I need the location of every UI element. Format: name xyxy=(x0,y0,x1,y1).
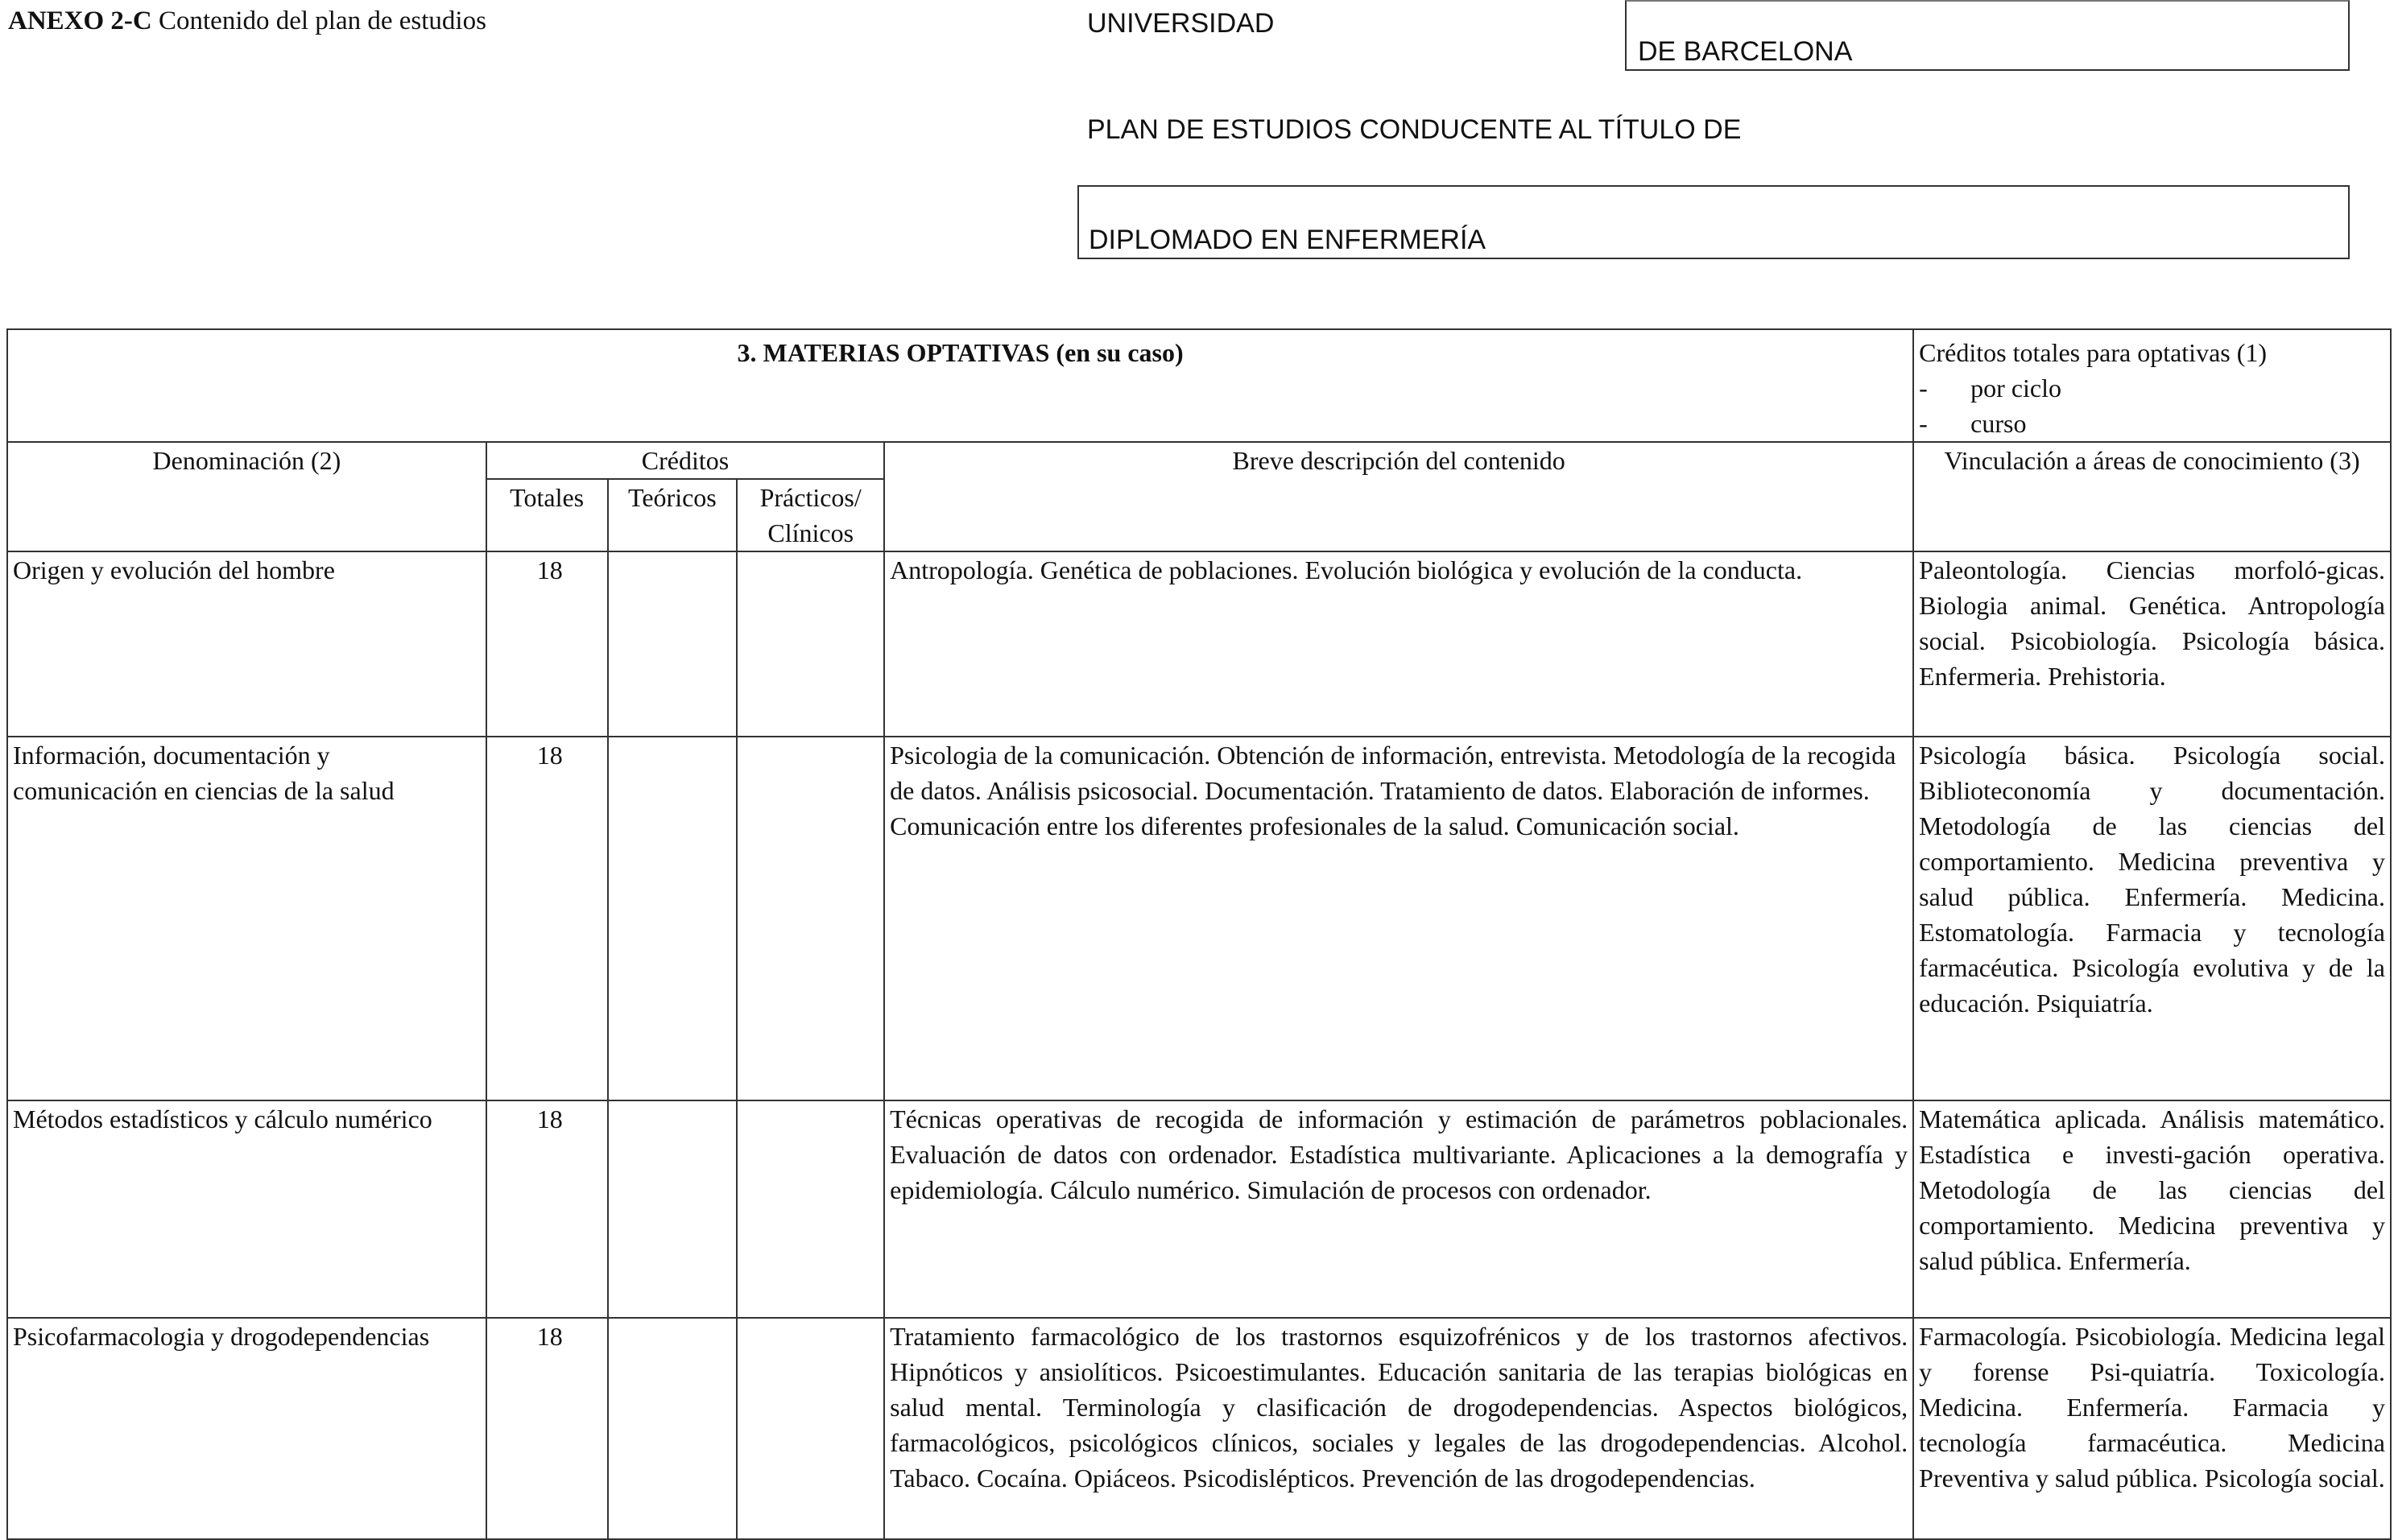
header-teoricos: Teóricos xyxy=(608,479,738,551)
header-creditos: Créditos xyxy=(486,442,884,479)
degree-title: DIPLOMADO EN ENFERMERÍA xyxy=(1089,225,1486,255)
row-teoricos xyxy=(608,1100,738,1318)
row-denominacion: Métodos estadísticos y cálculo numérico xyxy=(7,1100,486,1318)
row-denominacion: Psicofarmacologia y drogodependencias xyxy=(7,1318,486,1539)
row-teoricos xyxy=(608,1318,738,1539)
table-row xyxy=(7,551,2391,737)
row-practicos xyxy=(737,737,884,1100)
row-descripcion: Psicologia de la comunicación. Obtención de información, entrevista. Metodología de la recogida de datos. Análisis psicosocial. Documentación. Tratamiento de datos. Elaboración de informes. Comunicación entre los diferentes profesionales de la salud. Comunicación social. xyxy=(884,737,1913,1100)
plan-label: PLAN DE ESTUDIOS CONDUCENTE AL TÍTULO DE xyxy=(1087,114,1742,145)
row-descripcion: Técnicas operativas de recogida de información y estimación de parámetros poblacionales. Evaluación de datos con ordenador. Estadística multivariante. Aplicaciones a la demografía y epidemiología. Cálculo numérico. Simulación de procesos con ordenador. xyxy=(884,1100,1913,1318)
row-vinculacion: Psicología básica. Psicología social. Biblioteconomía y documentación. Metodología de las ciencias del comportamiento. Medicina preventiva y salud pública. Enfermería. Medicina. Estomatología. Farmacia y tecnología farmacéutica. Psicología evolutiva y de la educación. Psiquiatría. xyxy=(1913,737,2391,1100)
header-practicos: Prácticos/ Clínicos xyxy=(737,479,884,551)
row-denominacion: Información, documentación y comunicación en ciencias de la salud xyxy=(7,737,486,1100)
university-name: DE BARCELONA xyxy=(1638,36,1853,67)
total-credits-list xyxy=(1919,370,2385,441)
row-vinculacion: Matemática aplicada. Análisis matemático. Estadística e investi-gación operativa. Metodología de las ciencias del comportamiento. Medicina preventiva y salud pública. Enfermería. xyxy=(1913,1100,2391,1318)
header-vinculacion: Vinculación a áreas de conocimiento (3) xyxy=(1913,442,2391,551)
row-totales: 18 xyxy=(486,551,608,737)
table-row xyxy=(7,1100,2391,1318)
optional-subjects-table xyxy=(6,328,2392,1540)
row-teoricos xyxy=(608,551,738,737)
table-title-row xyxy=(7,329,2391,442)
row-totales: 18 xyxy=(486,1100,608,1318)
table-row xyxy=(7,737,2391,1100)
degree-title-box xyxy=(1077,185,2350,259)
row-denominacion: Origen y evolución del hombre xyxy=(7,551,486,737)
row-totales: 18 xyxy=(486,1318,608,1539)
row-totales: 18 xyxy=(486,737,608,1100)
row-vinculacion: Farmacología. Psicobiología. Medicina legal y forense Psi-quiatría. Toxicología. Medicina. Enfermería. Farmacia y tecnología farmacéutica. Medicina Preventiva y salud pública. Psicología social. xyxy=(1913,1318,2391,1539)
total-credits-header: Créditos totales para optativas (1) xyxy=(1919,338,2268,367)
table-row xyxy=(7,1318,2391,1539)
total-credits-item: - por ciclo xyxy=(1919,370,2385,406)
annex-label xyxy=(8,6,486,36)
header-totales: Totales xyxy=(486,479,608,551)
row-vinculacion: Paleontología. Ciencias morfoló-gicas. Biologia animal. Genética. Antropología social. Psicobiología. Psicología básica. Enfermeria. Prehistoria. xyxy=(1913,551,2391,737)
section-title: 3. MATERIAS OPTATIVAS (en su caso) xyxy=(7,329,1913,442)
header-descripcion: Breve descripción del contenido xyxy=(884,442,1913,551)
column-header-row xyxy=(7,442,2391,479)
header-denominacion: Denominación (2) xyxy=(7,442,486,551)
row-practicos xyxy=(737,551,884,737)
row-practicos xyxy=(737,1318,884,1539)
university-label: UNIVERSIDAD xyxy=(1087,8,1275,39)
row-descripcion: Antropología. Genética de poblaciones. Evolución biológica y evolución de la conducta. xyxy=(884,551,1913,737)
row-practicos xyxy=(737,1100,884,1318)
annex-code: ANEXO 2-C xyxy=(8,6,152,35)
total-credits-cell xyxy=(1913,329,2391,442)
university-name-box xyxy=(1625,0,2350,71)
annex-description: Contenido del plan de estudios xyxy=(151,6,486,35)
total-credits-item: - curso xyxy=(1919,406,2385,441)
row-descripcion: Tratamiento farmacológico de los trastornos esquizofrénicos y de los trastornos afectivos. Hipnóticos y ansiolíticos. Psicoestimulantes. Educación sanitaria de las terapias biológicas en salud mental. Terminología y clasificación de drogodependencias. Aspectos biológicos, farmacológicos, psicológicos clínicos, sociales y legales de las drogodependencias. Alcohol. Tabaco. Cocaína. Opiáceos. Psicodislépticos. Prevención de las drogodependencias. xyxy=(884,1318,1913,1539)
row-teoricos xyxy=(608,737,738,1100)
